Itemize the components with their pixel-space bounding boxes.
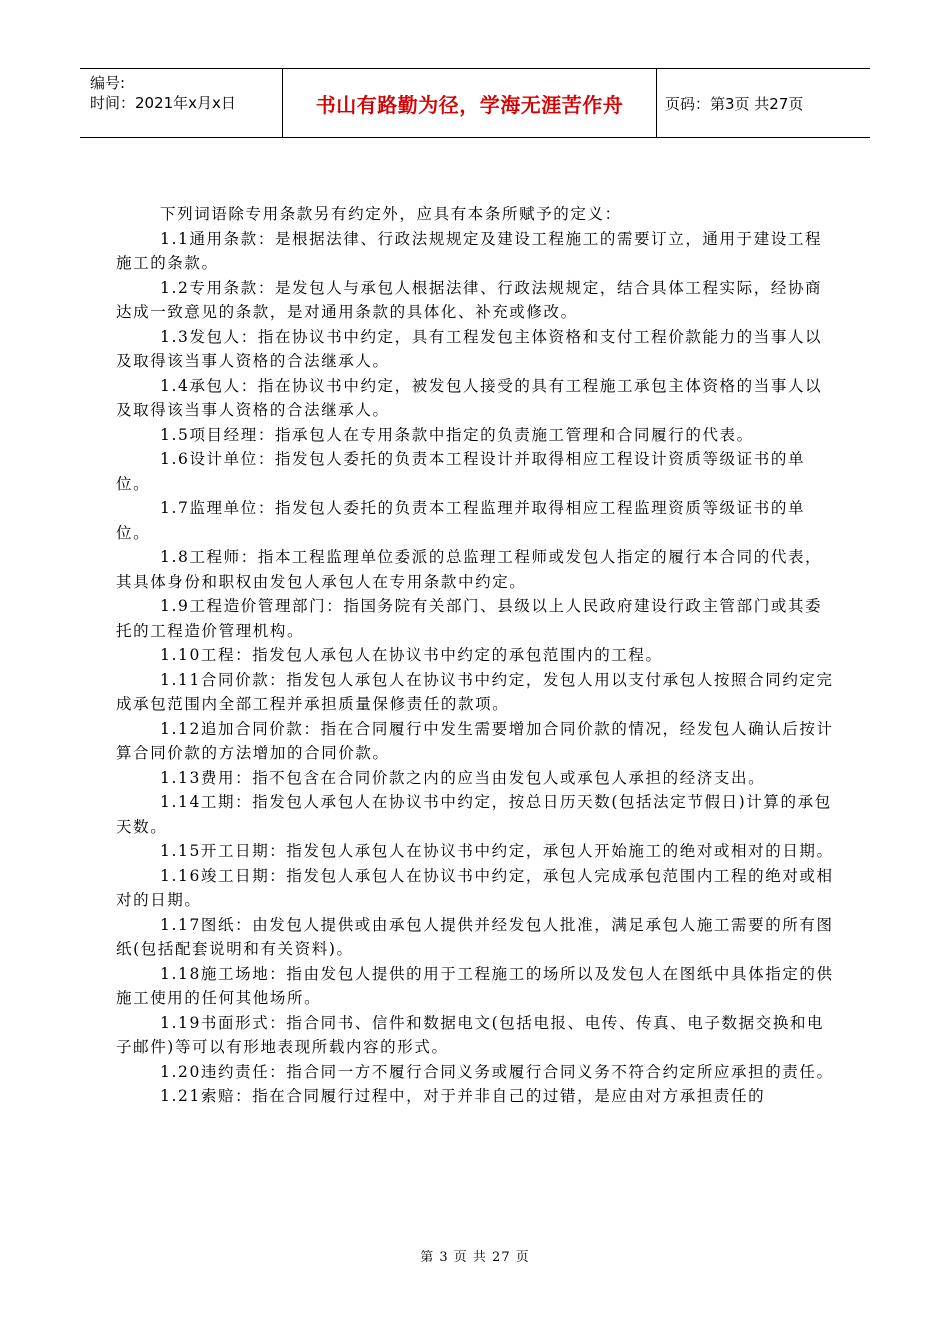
document-number-label: 编号: <box>90 74 126 92</box>
clause-1-5: 1.5项目经理：指承包人在专用条款中指定的负责施工管理和合同履行的代表。 <box>160 425 754 444</box>
clause-1-7: 1.7监理单位：指发包人委托的负责本工程监理并取得相应工程监理资质等级证书的单位。 <box>116 499 806 542</box>
clause-1-20: 1.20违约责任：指合同一方不履行合同义务或履行合同义务不符合约定所应承担的责任。 <box>160 1062 834 1081</box>
clause-1-15: 1.15开工日期：指发包人承包人在协议书中约定，承包人开始施工的绝对或相对的日期。 <box>160 842 834 860</box>
clause-1-9: 1.9工程造价管理部门：指国务院有关部门、县级以上人民政府建设行政主管部门或其委托的工程造价管理机构。 <box>116 597 823 640</box>
page-header <box>80 68 870 138</box>
clause-1-8: 1.8工程师：指本工程监理单位委派的总监理工程师或发包人指定的履行本合同的代表，其具体身份和职权由发包人承包人在专用条款中约定。 <box>116 548 823 591</box>
clause-1-16: 1.16竣工日期：指发包人承包人在协议书中约定，承包人完成承包范围内工程的绝对或相对的日期。 <box>116 866 834 909</box>
header-page-info: 页码：第3页 共27页 <box>665 94 804 113</box>
clause-1-18: 1.18施工场地：指由发包人提供的用于工程施工的场所以及发包人在图纸中具体指定的供施工使用的任何其他场所。 <box>116 964 834 1007</box>
clause-1-21: 1.21索赔：指在合同履行过程中，对于并非自己的过错，是应由对方承担责任的 <box>160 1087 766 1105</box>
clause-1-14: 1.14工期：指发包人承包人在协议书中约定，按总日历天数(包括法定节假日)计算的承包天数。 <box>116 793 832 836</box>
clause-1-19: 1.19书面形式：指合同书、信件和数据电文(包括电报、电传、传真、电子数据交换和电子邮件)等可以有形地表现所载内容的形式。 <box>116 1013 825 1056</box>
clause-1-2: 1.2专用条款：是发包人与承包人根据法律、行政法规规定，结合具体工程实际，经协商达成一致意见的条款，是对通用条款的具体化、补充或修改。 <box>116 278 823 321</box>
clause-1-17: 1.17图纸：由发包人提供或由承包人提供并经发包人批准，满足承包人施工需要的所有图纸(包括配套说明和有关资料)。 <box>116 915 834 958</box>
header-motto: 书山有路勤为径，学海无涯苦作舟 <box>282 69 657 137</box>
document-date-label: 时间：2021年x月x日 <box>90 94 236 112</box>
page-footer: 第 3 页 共 27 页 <box>420 1250 530 1265</box>
intro-paragraph: 下列词语除专用条款另有约定外，应具有本条所赋予的定义： <box>160 205 622 223</box>
clause-1-3: 1.3发包人：指在协议书中约定，具有工程发包主体资格和支付工程价款能力的当事人以及取得该当事人资格的合法继承人。 <box>116 327 823 370</box>
clause-1-12: 1.12追加合同价款：指在合同履行中发生需要增加合同价款的情况，经发包人确认后按计算合同价款的方法增加的合同价款。 <box>116 719 834 762</box>
clause-1-13: 1.13费用：指不包含在合同价款之内的应当由发包人或承包人承担的经济支出。 <box>160 768 766 787</box>
header-meta <box>80 69 282 137</box>
document-body <box>116 202 836 1109</box>
clause-1-10: 1.10工程：指发包人承包人在协议书中约定的承包范围内的工程。 <box>160 646 663 664</box>
clause-1-6: 1.6设计单位：指发包人委托的负责本工程设计并取得相应工程设计资质等级证书的单位。 <box>116 450 806 493</box>
clause-1-11: 1.11合同价款：指发包人承包人在协议书中约定，发包人用以支付承包人按照合同约定完成承包范围内全部工程并承担质量保修责任的款项。 <box>116 670 834 713</box>
clause-1-1: 1.1通用条款：是根据法律、行政法规规定及建设工程施工的需要订立，通用于建设工程施工的条款。 <box>116 229 823 272</box>
clause-1-4: 1.4承包人：指在协议书中约定，被发包人接受的具有工程施工承包主体资格的当事人以及取得该当事人资格的合法继承人。 <box>116 376 823 419</box>
